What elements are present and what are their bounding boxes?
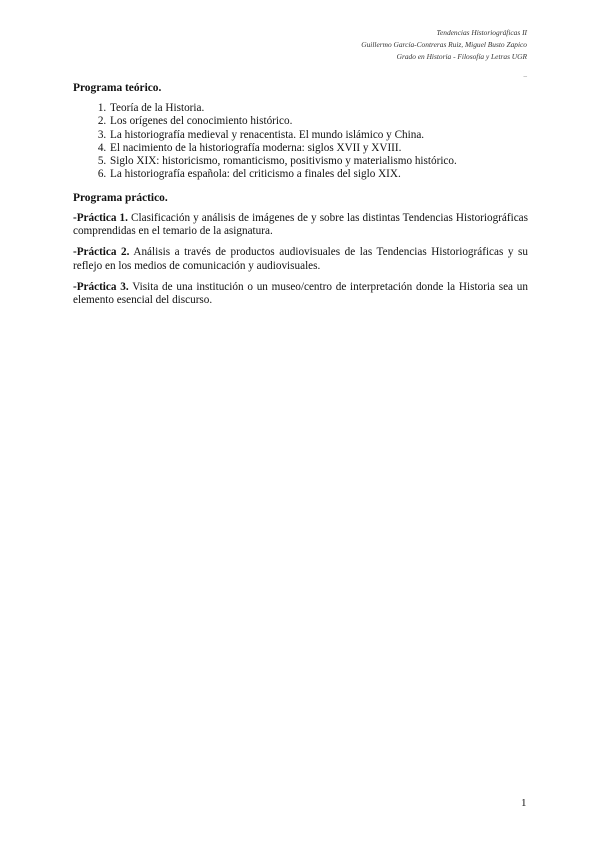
practica-label: -Práctica 3. (73, 280, 129, 293)
header-course: Tendencias Historiográficas II (436, 28, 527, 37)
header-mark: _ (523, 70, 527, 78)
list-item-text: La historiografía española: del criticismo a finales del siglo XIX. (110, 168, 401, 181)
list-item-text: Siglo XIX: historicismo, romanticismo, positivismo y materialismo histórico. (110, 155, 457, 168)
practica-text: Clasificación y análisis de imágenes de y sobre las distintas Tendencias Historiográficas comprendidas en el temario de la asignatura. (73, 211, 528, 238)
list-item (109, 115, 528, 128)
practica-text: Análisis a través de productos audiovisuales de las Tendencias Historiográficas y su reflejo en los medios de comunicación y audiovisuales. (73, 246, 528, 272)
practica-label: -Práctica 2. (73, 246, 130, 259)
practica-text: Visita de una institución o un museo/centro de interpretación donde la Historia sea un elemento esencial del discurso. (73, 280, 528, 307)
practica-paragraph (73, 212, 528, 239)
list-item (109, 155, 528, 168)
practico-section (73, 191, 528, 308)
practica-paragraph (73, 246, 528, 273)
header-degree: Grado en Historia - Filosofía y Letras UGR (396, 52, 527, 61)
list-item (109, 102, 528, 115)
list-item (109, 142, 528, 155)
header-authors: Guillermo García-Contreras Ruiz, Miguel Busto Zapico (361, 40, 527, 49)
list-item (109, 168, 528, 181)
practica-label: -Práctica 1. (73, 211, 128, 224)
page-number: 1 (521, 797, 527, 809)
document-body (73, 81, 528, 308)
page-header (361, 27, 527, 63)
list-item-text: La historiografía medieval y renacentista. El mundo islámico y China. (110, 128, 425, 141)
list-item-text: Teoría de la Historia. (110, 102, 205, 114)
section-title-teorico: Programa teórico. (73, 82, 162, 94)
section-title-practico: Programa práctico. (73, 191, 168, 204)
list-item-text: El nacimiento de la historiografía moderna: siglos XVII y XVIII. (110, 141, 402, 154)
list-item (109, 129, 528, 142)
teorico-list (73, 102, 528, 182)
list-item-text: Los orígenes del conocimiento histórico. (110, 115, 293, 128)
practica-paragraph (73, 281, 528, 308)
